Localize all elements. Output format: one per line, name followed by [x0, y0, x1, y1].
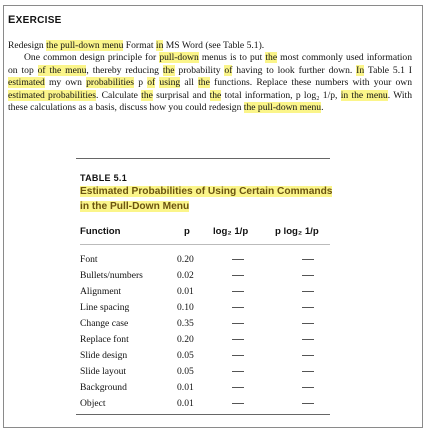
function-cell: Background — [80, 382, 127, 393]
blank-plog-cell — [302, 387, 314, 388]
highlight: estimated probabilities — [8, 89, 96, 101]
table-title: Estimated Probabilities of Using Certain Commands in the Pull-Down Menu — [80, 186, 333, 212]
exercise-text — [8, 40, 412, 114]
blank-plog-cell — [302, 259, 314, 260]
highlight: the pull-down menu — [243, 102, 322, 114]
table-row — [80, 300, 340, 316]
blank-plog-cell — [302, 339, 314, 340]
probability-cell: 0.20 — [177, 334, 194, 345]
blank-log-cell — [232, 259, 244, 260]
blank-log-cell — [232, 387, 244, 388]
highlight: In — [356, 64, 365, 76]
blank-plog-cell — [302, 291, 314, 292]
table-row — [80, 252, 340, 268]
exercise-heading: EXERCISE — [8, 14, 62, 26]
column-header-p: p — [184, 226, 190, 237]
table-label: TABLE 5.1 — [80, 173, 128, 183]
highlight: the pull-down menu — [46, 40, 124, 51]
highlight: of — [147, 77, 156, 89]
highlight: the — [141, 89, 153, 101]
table-row — [80, 332, 340, 348]
blank-log-cell — [232, 339, 244, 340]
highlight: in the menu — [340, 89, 388, 101]
column-header-plog: p log₂ 1/p — [275, 226, 319, 237]
function-cell: Slide layout — [80, 366, 127, 377]
blank-plog-cell — [302, 355, 314, 356]
highlight: in — [155, 40, 164, 51]
blank-plog-cell — [302, 275, 314, 276]
blank-log-cell — [232, 275, 244, 276]
table-body — [80, 252, 340, 412]
table-row — [80, 364, 340, 380]
function-cell: Change case — [80, 318, 129, 329]
probability-cell: 0.01 — [177, 382, 194, 393]
blank-log-cell — [232, 371, 244, 372]
highlight: the — [265, 52, 278, 64]
table-top-rule — [76, 158, 330, 159]
probability-cell: 0.20 — [177, 254, 194, 265]
blank-plog-cell — [302, 323, 314, 324]
highlight: the — [209, 89, 222, 101]
function-cell: Line spacing — [80, 302, 130, 313]
probability-cell: 0.01 — [177, 398, 194, 409]
blank-log-cell — [232, 307, 244, 308]
table-header-rule — [80, 244, 330, 245]
blank-plog-cell — [302, 371, 314, 372]
blank-log-cell — [232, 355, 244, 356]
blank-plog-cell — [302, 403, 314, 404]
exercise-paragraph-1: Redesign the pull-down menu Format in MS Word (see Table 5.1). — [8, 40, 265, 51]
blank-plog-cell — [302, 307, 314, 308]
function-cell: Alignment — [80, 286, 122, 297]
function-cell: Replace font — [80, 334, 129, 345]
table-row — [80, 380, 340, 396]
column-header-log: log₂ 1/p — [213, 226, 249, 237]
table-row — [80, 268, 340, 284]
highlight: the — [198, 77, 210, 89]
highlight: probabilities — [86, 77, 135, 89]
highlight: of — [224, 64, 233, 76]
exercise-paragraph-2: One common design principle for pull-down menus is to put the most commonly used information on top of the menu, thereby reducing the probability of having to look further down. In Table 5.1 I estimated my own probabilities p of using all the functions. Replace these numbers with your own estimated probabilities. Calculate the surprisal and the total information, p log₂ 1/p, in the menu. With these calculations as a basis, discuss how you could redesign the pull-down menu. — [8, 52, 413, 114]
table-bottom-rule — [76, 414, 330, 415]
table-row — [80, 348, 340, 364]
probability-cell: 0.02 — [177, 270, 194, 281]
blank-log-cell — [232, 323, 244, 324]
probability-cell: 0.35 — [177, 318, 194, 329]
table-header-row — [80, 226, 340, 240]
table-row — [80, 316, 340, 332]
probability-cell: 0.05 — [177, 366, 194, 377]
highlight: of the menu — [37, 64, 87, 76]
function-cell: Font — [80, 254, 98, 265]
function-cell: Object — [80, 398, 106, 409]
highlight: estimated — [8, 77, 45, 89]
function-cell: Slide design — [80, 350, 128, 361]
column-header-function: Function — [80, 226, 121, 237]
highlight: using — [159, 77, 181, 89]
probability-cell: 0.01 — [177, 286, 194, 297]
probability-cell: 0.10 — [177, 302, 194, 313]
highlight: pull-down — [159, 52, 199, 64]
probability-cell: 0.05 — [177, 350, 194, 361]
table-row — [80, 396, 340, 412]
function-cell: Bullets/numbers — [80, 270, 143, 281]
blank-log-cell — [232, 291, 244, 292]
table-row — [80, 284, 340, 300]
highlight: the — [162, 64, 175, 76]
blank-log-cell — [232, 403, 244, 404]
